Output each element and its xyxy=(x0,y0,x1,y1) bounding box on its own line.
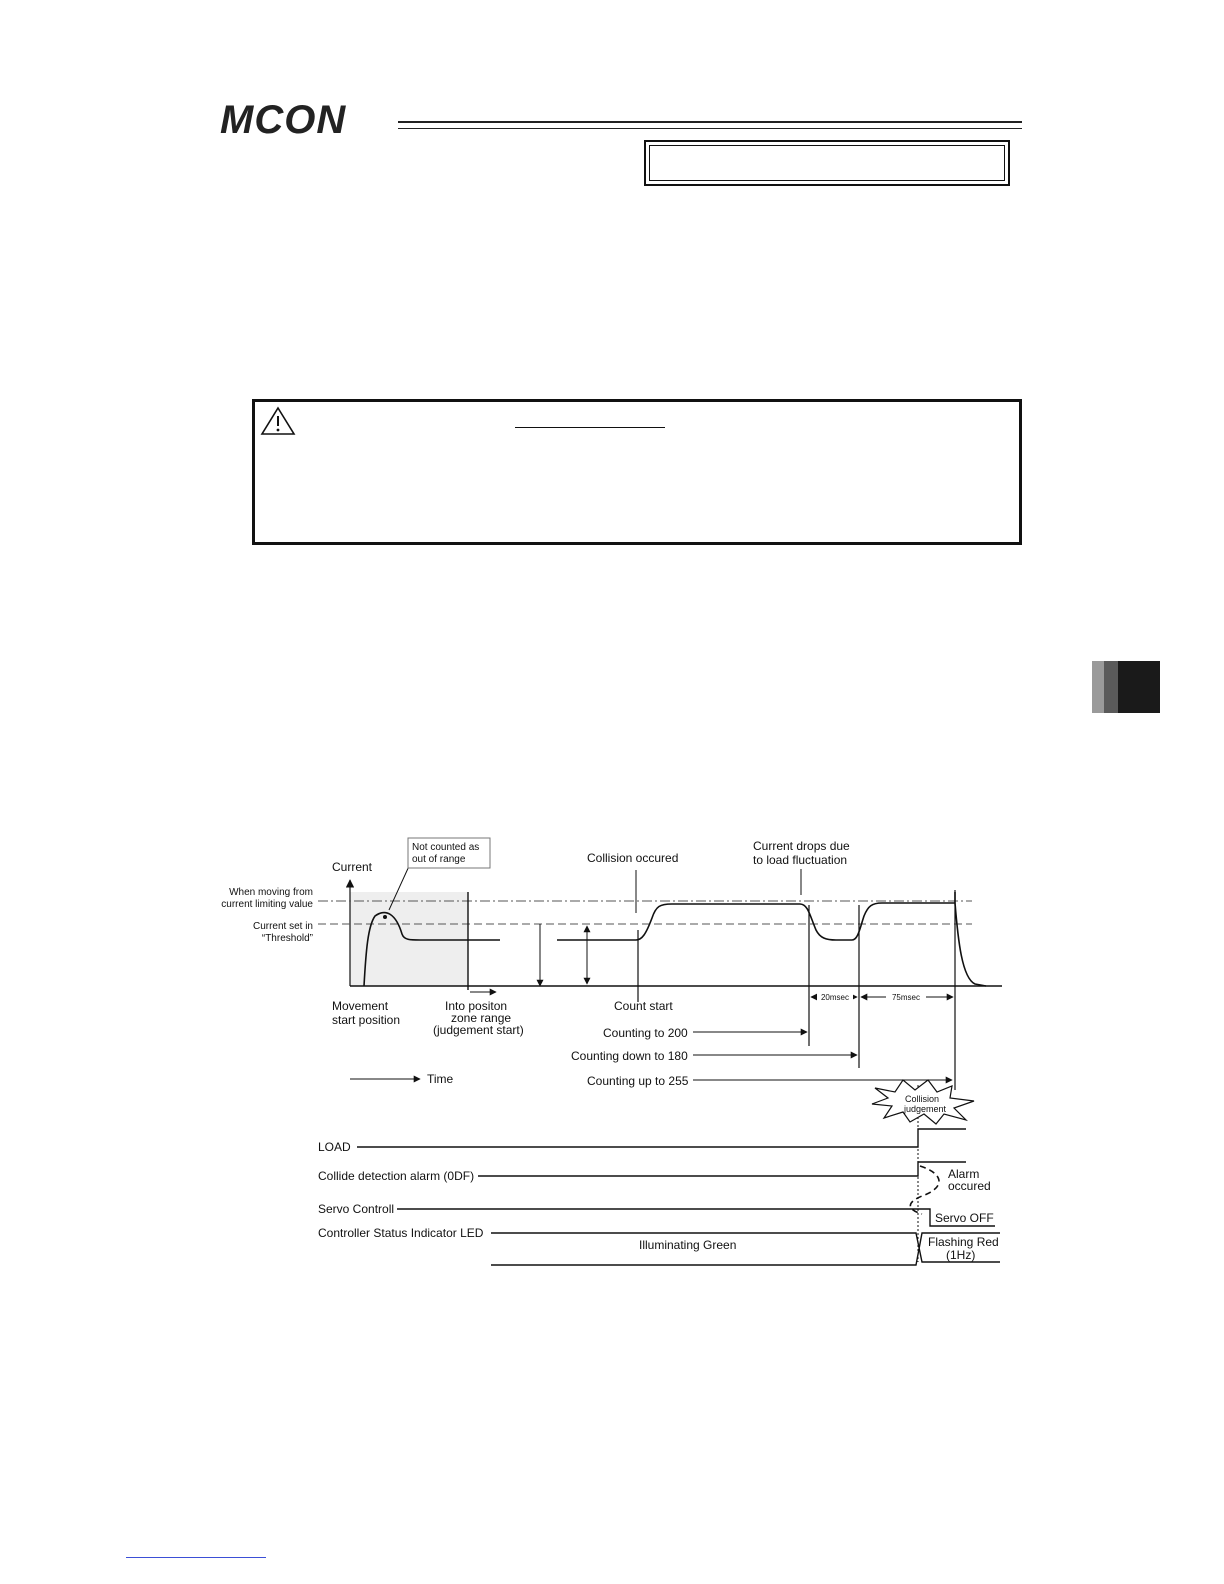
header-rule-bottom xyxy=(398,128,1022,129)
time-legend-label: Time xyxy=(427,1072,454,1086)
into-position-label-1: Into positon xyxy=(445,999,508,1013)
into-position-label-3: (judgement start) xyxy=(433,1023,524,1037)
footer-link-underline[interactable] xyxy=(126,1557,266,1558)
counting-180-label: Counting down to 180 xyxy=(571,1049,688,1063)
signal-led-line-top xyxy=(491,1233,1000,1262)
movement-start-label-2: start position xyxy=(332,1013,401,1027)
limit-label-1: When moving from xyxy=(229,887,313,898)
signal-load-label: LOAD xyxy=(318,1140,351,1154)
threshold-label-2: “Threshold” xyxy=(261,933,313,944)
threshold-label-1: Current set in xyxy=(252,921,313,932)
current-axis-label: Current xyxy=(332,860,373,874)
flashing-red-label-1: Flashing Red xyxy=(928,1235,999,1249)
warning-triangle-icon xyxy=(260,406,296,436)
signal-load-line xyxy=(357,1129,966,1147)
signal-alarm-label: Collide detection alarm (0DF) xyxy=(318,1169,475,1183)
signal-led-line-bottom xyxy=(491,1233,1000,1265)
header-rule-top xyxy=(398,121,1022,123)
not-counted-label-2: out of range xyxy=(412,854,466,865)
caution-box xyxy=(252,399,1022,545)
section-title-box xyxy=(644,140,1010,186)
into-position-label-2: zone range xyxy=(451,1011,512,1025)
collision-judgement-label-2: judgement xyxy=(903,1104,947,1114)
illuminating-green-label: Illuminating Green xyxy=(639,1238,737,1252)
section-title-box-inner xyxy=(649,145,1005,181)
mcon-logo: MCON xyxy=(220,98,347,142)
interval-20-label: 20msec xyxy=(820,993,850,1002)
flashing-red-label-2: (1Hz) xyxy=(946,1248,976,1262)
counting-255-label: Counting up to 255 xyxy=(587,1074,689,1088)
signal-alarm-line xyxy=(478,1162,966,1176)
collision-timing-diagram xyxy=(0,830,1224,1280)
current-drops-label-2: to load fluctuation xyxy=(753,853,848,867)
signal-servo-line xyxy=(397,1209,995,1226)
alarm-occured-label-2: occured xyxy=(948,1179,991,1193)
caution-heading-underline xyxy=(515,427,665,428)
collision-occured-label: Collision occured xyxy=(587,851,679,865)
interval-75-label: 75msec xyxy=(891,993,921,1002)
signal-servo-label: Servo Controll xyxy=(318,1202,395,1216)
count-start-label: Count start xyxy=(614,999,673,1013)
counting-200-label: Counting to 200 xyxy=(603,1026,688,1040)
not-counted-label-1: Not counted as xyxy=(412,842,480,853)
chapter-side-tab xyxy=(1092,661,1160,713)
signal-led-label: Controller Status Indicator LED xyxy=(318,1226,484,1240)
alarm-occured-label-1: Alarm xyxy=(948,1167,980,1181)
collision-judgement-label-1: Collision xyxy=(904,1094,940,1104)
alarm-curved-arrow xyxy=(910,1166,939,1214)
limit-label-2: current limiting value xyxy=(221,899,313,910)
servo-off-label: Servo OFF xyxy=(935,1211,994,1225)
peak-dot xyxy=(383,915,387,919)
movement-start-label-1: Movement xyxy=(332,999,389,1013)
current-drops-label-1: Current drops due xyxy=(753,839,850,853)
